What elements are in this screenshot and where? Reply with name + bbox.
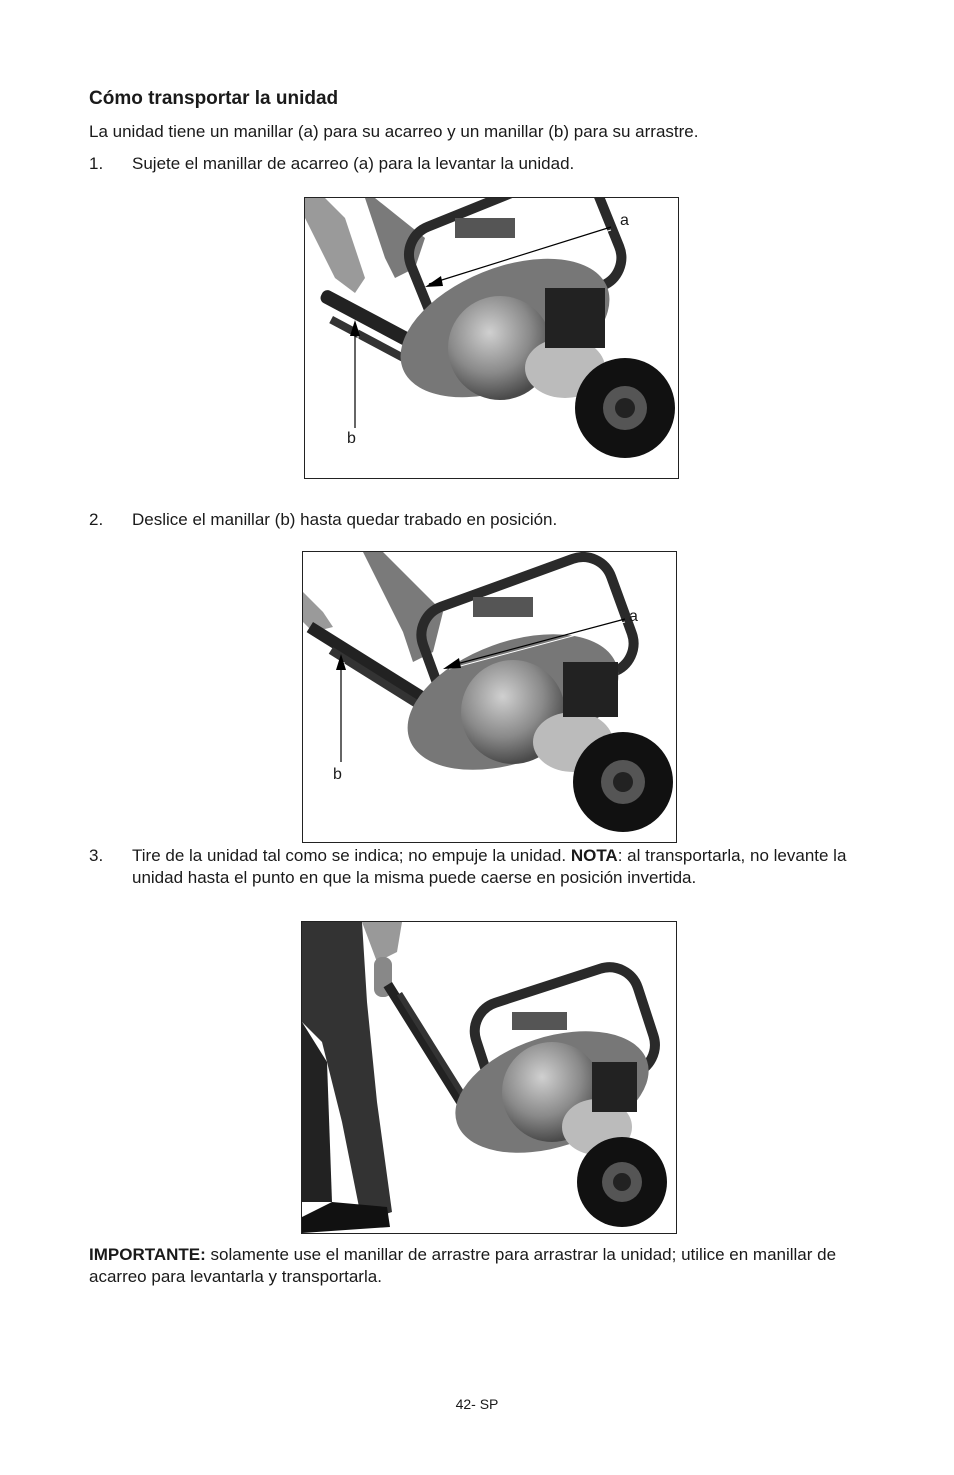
important-label: IMPORTANTE: xyxy=(89,1245,206,1264)
compressor-lift-illustration xyxy=(305,198,678,478)
step-3-text xyxy=(132,845,852,889)
step-3-text-after: : al transportarla, no levante la unidad hasta el punto en que la misma puede caerse en posición invertida. xyxy=(132,846,847,887)
label-a: a xyxy=(629,608,638,625)
figure-lift-handle xyxy=(304,197,679,479)
label-b: b xyxy=(333,766,342,783)
important-note xyxy=(89,1244,859,1288)
label-b: b xyxy=(347,430,356,447)
note-label: NOTA xyxy=(570,846,618,865)
page-number: 42- SP xyxy=(455,1396,499,1412)
step-3-number: 3. xyxy=(89,846,104,865)
step-3-text-before: Tire de la unidad tal como se indica; no empuje la unidad. xyxy=(132,846,571,865)
step-2-text: Deslice el manillar (b) hasta quedar trabado en posición. xyxy=(132,510,558,529)
step-2-number: 2. xyxy=(89,510,104,529)
label-a: a xyxy=(620,212,629,229)
step-1-text: Sujete el manillar de acarreo (a) para la levantar la unidad. xyxy=(132,154,575,173)
compressor-extend-illustration xyxy=(303,552,676,842)
step-1-number: 1. xyxy=(89,154,104,173)
section-heading: Cómo transportar la unidad xyxy=(89,88,339,109)
figure-extend-handle xyxy=(302,551,677,843)
compressor-pull-illustration xyxy=(302,922,676,1233)
important-text: solamente use el manillar de arrastre para arrastrar la unidad; utilice en manillar de acarreo para levantarla y transportarla. xyxy=(89,1245,837,1286)
intro-paragraph: La unidad tiene un manillar (a) para su acarreo y un manillar (b) para su arrastre. xyxy=(89,122,699,141)
figure-pull-unit xyxy=(301,921,677,1234)
